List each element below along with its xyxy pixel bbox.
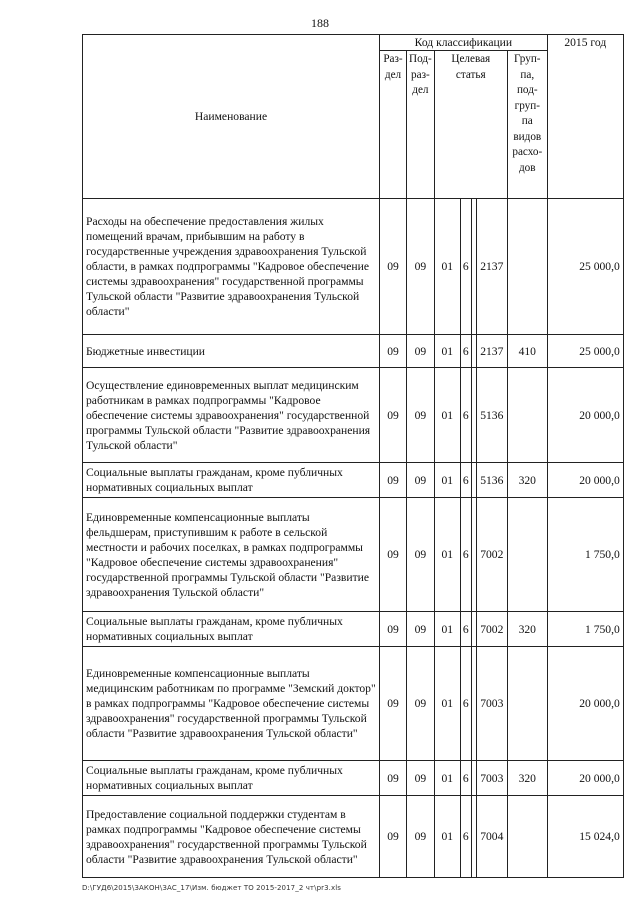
page-number: 188 bbox=[311, 16, 329, 30]
row-article-subprogram: 6 bbox=[460, 199, 471, 335]
row-subsection: 09 bbox=[407, 368, 435, 463]
table-row bbox=[83, 796, 624, 878]
row-article-program: 01 bbox=[434, 199, 460, 335]
row-section: 09 bbox=[380, 796, 407, 878]
table-header bbox=[83, 35, 624, 199]
row-article-code: 2137 bbox=[476, 335, 507, 368]
header-year: 2015 год bbox=[547, 35, 623, 199]
row-group bbox=[507, 498, 547, 612]
row-article-program: 01 bbox=[434, 647, 460, 761]
table-row bbox=[83, 368, 624, 463]
row-amount: 15 024,0 bbox=[547, 796, 623, 878]
row-article-program: 01 bbox=[434, 368, 460, 463]
row-subsection: 09 bbox=[407, 647, 435, 761]
header-classification: Код классификации bbox=[380, 35, 548, 51]
row-section: 09 bbox=[380, 463, 407, 498]
row-name: Единовременные компенсационные выплаты фельдшерам, приступившим к работе в сельской местности и рабочих поселках, в рамках подпрограммы "Кадровое обеспечение системы здравоохранения" государственной программы Тульской области "Развитие здравоохранения Тульской области" bbox=[83, 498, 380, 612]
row-subsection: 09 bbox=[407, 498, 435, 612]
row-section: 09 bbox=[380, 498, 407, 612]
row-group: 320 bbox=[507, 463, 547, 498]
row-subsection: 09 bbox=[407, 199, 435, 335]
row-section: 09 bbox=[380, 612, 407, 647]
row-article-program: 01 bbox=[434, 761, 460, 796]
row-amount: 20 000,0 bbox=[547, 463, 623, 498]
row-name: Социальные выплаты гражданам, кроме публичных нормативных социальных выплат bbox=[83, 761, 380, 796]
row-article-subprogram: 6 bbox=[460, 761, 471, 796]
row-group: 320 bbox=[507, 761, 547, 796]
row-name: Бюджетные инвестиции bbox=[83, 335, 380, 368]
row-amount: 20 000,0 bbox=[547, 647, 623, 761]
row-subsection: 09 bbox=[407, 463, 435, 498]
table-body bbox=[83, 199, 624, 878]
row-article-subprogram: 6 bbox=[460, 796, 471, 878]
row-amount: 20 000,0 bbox=[547, 368, 623, 463]
row-article-subprogram: 6 bbox=[460, 647, 471, 761]
table-row bbox=[83, 463, 624, 498]
row-amount: 25 000,0 bbox=[547, 335, 623, 368]
row-name: Расходы на обеспечение предоставления жилых помещений врачам, прибывшим на работу в государственные учреждения здравоохранения Тульской области, в рамках подпрограммы "Кадровое обеспечение системы здравоохранения" государственной программы Тульской области "Развитие здравоохранения Тульской области" bbox=[83, 199, 380, 335]
row-section: 09 bbox=[380, 335, 407, 368]
row-article-code: 7002 bbox=[476, 498, 507, 612]
row-article-program: 01 bbox=[434, 335, 460, 368]
row-group bbox=[507, 199, 547, 335]
row-article-code: 7004 bbox=[476, 796, 507, 878]
row-amount: 20 000,0 bbox=[547, 761, 623, 796]
row-name: Осуществление единовременных выплат медицинским работникам в рамках подпрограммы "Кадровое обеспечение системы здравоохранения" государственной программы Тульской области "Развитие здравоохранения Тульской области" bbox=[83, 368, 380, 463]
header-section: Раз- дел bbox=[380, 51, 407, 199]
row-article-program: 01 bbox=[434, 796, 460, 878]
row-article-subprogram: 6 bbox=[460, 498, 471, 612]
row-article-code: 7003 bbox=[476, 647, 507, 761]
table-row bbox=[83, 761, 624, 796]
row-section: 09 bbox=[380, 761, 407, 796]
row-article-program: 01 bbox=[434, 463, 460, 498]
row-subsection: 09 bbox=[407, 335, 435, 368]
row-article-code: 5136 bbox=[476, 368, 507, 463]
row-article-subprogram: 6 bbox=[460, 463, 471, 498]
row-section: 09 bbox=[380, 199, 407, 335]
table-row bbox=[83, 612, 624, 647]
row-subsection: 09 bbox=[407, 761, 435, 796]
row-name: Социальные выплаты гражданам, кроме публичных нормативных социальных выплат bbox=[83, 612, 380, 647]
row-group bbox=[507, 368, 547, 463]
row-group: 410 bbox=[507, 335, 547, 368]
row-article-subprogram: 6 bbox=[460, 368, 471, 463]
row-group: 320 bbox=[507, 612, 547, 647]
row-article-subprogram: 6 bbox=[460, 335, 471, 368]
row-amount: 25 000,0 bbox=[547, 199, 623, 335]
row-group bbox=[507, 647, 547, 761]
row-article-code: 5136 bbox=[476, 463, 507, 498]
row-subsection: 09 bbox=[407, 796, 435, 878]
row-subsection: 09 bbox=[407, 612, 435, 647]
row-article-program: 01 bbox=[434, 498, 460, 612]
table-row bbox=[83, 199, 624, 335]
row-name: Единовременные компенсационные выплаты медицинским работникам по программе "Земский доктор" в рамках подпрограммы "Кадровое обеспечение системы здравоохранения" государственной программы Тульской области "Развитие здравоохранения Тульской области" bbox=[83, 647, 380, 761]
row-article-program: 01 bbox=[434, 612, 460, 647]
row-group bbox=[507, 796, 547, 878]
row-article-code: 2137 bbox=[476, 199, 507, 335]
row-article-code: 7003 bbox=[476, 761, 507, 796]
row-section: 09 bbox=[380, 368, 407, 463]
row-amount: 1 750,0 bbox=[547, 498, 623, 612]
row-name: Предоставление социальной поддержки студентам в рамках подпрограммы "Кадровое обеспечение системы здравоохранения" государственной программы Тульской области "Развитие здравоохранения Тульской области" bbox=[83, 796, 380, 878]
header-group: Груп- па, под- груп- па видов расхо- дов bbox=[507, 51, 547, 199]
header-subsection: Под- раз- дел bbox=[407, 51, 435, 199]
table-row bbox=[83, 498, 624, 612]
row-name: Социальные выплаты гражданам, кроме публичных нормативных социальных выплат bbox=[83, 463, 380, 498]
header-target-article: Целевая статья bbox=[434, 51, 507, 199]
row-article-code: 7002 bbox=[476, 612, 507, 647]
row-article-subprogram: 6 bbox=[460, 612, 471, 647]
header-name: Наименование bbox=[83, 35, 380, 199]
row-section: 09 bbox=[380, 647, 407, 761]
budget-table bbox=[82, 34, 624, 878]
file-path-footer: D:\ГУД6\2015\ЗАКОН\ЗАС_17\Изм. бюджет ТО 2015-2017_2 чт\pr3.xls bbox=[82, 884, 342, 892]
row-amount: 1 750,0 bbox=[547, 612, 623, 647]
table-row bbox=[83, 335, 624, 368]
table-row bbox=[83, 647, 624, 761]
